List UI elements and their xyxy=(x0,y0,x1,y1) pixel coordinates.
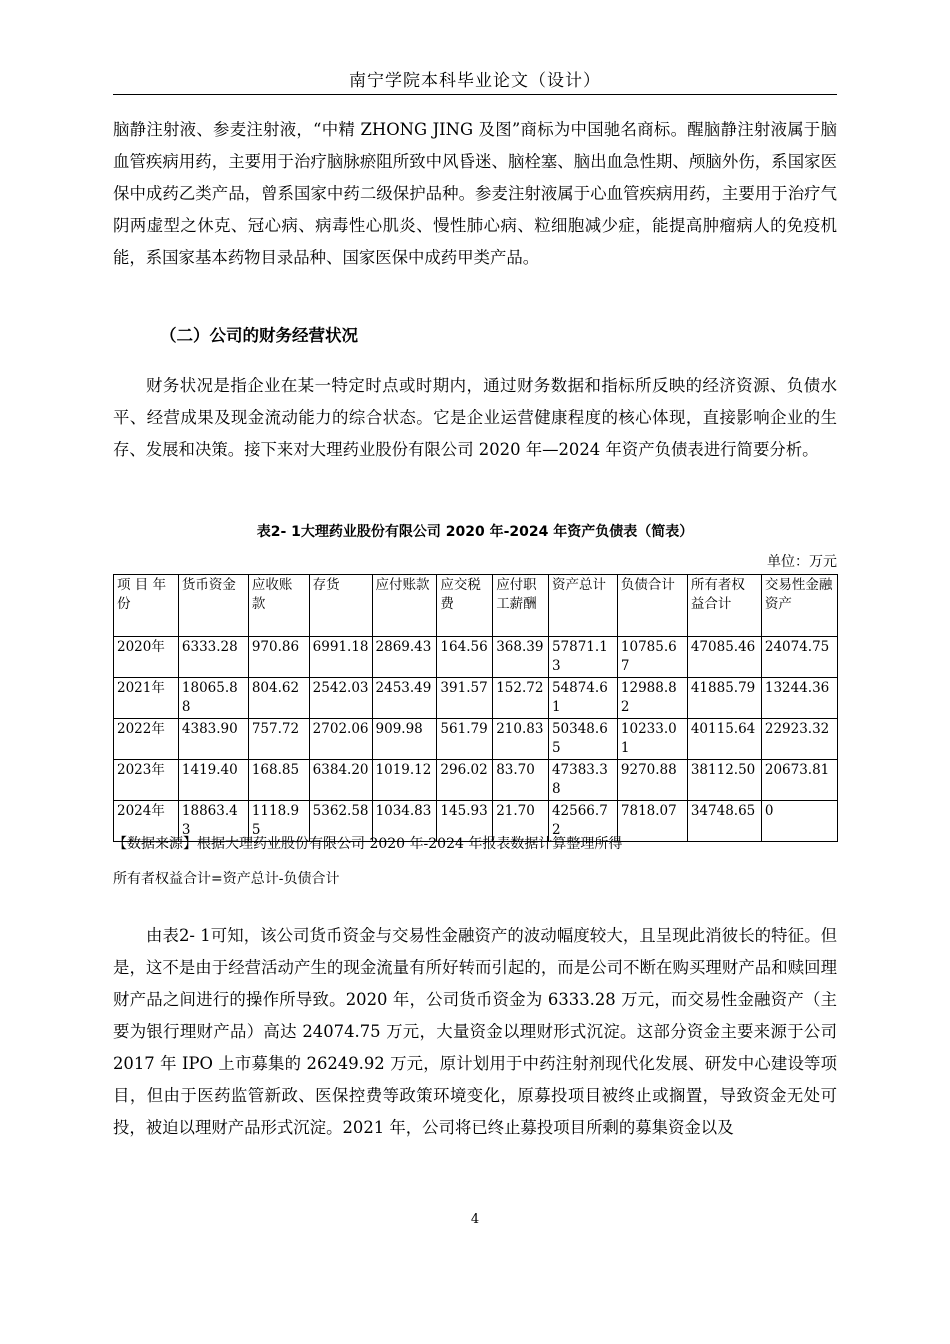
table-cell: 18863.43 xyxy=(178,801,248,842)
table-cell: 757.72 xyxy=(248,719,309,760)
table-cell: 1034.83 xyxy=(372,801,437,842)
table-cell: 391.57 xyxy=(437,678,493,719)
paragraph-financial-status: 财务状况是指企业在某一特定时点或时期内，通过财务数据和指标所反映的经济资源、负债水平、经营成果及现金流动能力的综合状态。它是企业运营健康程度的核心体现，直接影响企业的生存、发展和决策。接下来对大理药业股份有限公司 2020 年—2024 年资产负债表进行简要分析。 xyxy=(113,376,837,459)
table-cell: 57871.13 xyxy=(548,637,617,678)
table-row xyxy=(114,637,838,678)
table-unit: 单位：万元 xyxy=(767,554,837,570)
table-cell: 909.98 xyxy=(372,719,437,760)
table-cell: 296.02 xyxy=(437,760,493,801)
table-cell: 970.86 xyxy=(248,637,309,678)
table-cell: 6384.20 xyxy=(309,760,372,801)
table-cell: 0 xyxy=(761,801,837,842)
table-cell: 368.39 xyxy=(493,637,549,678)
balance-sheet-table xyxy=(113,574,838,842)
table-cell: 2023年 xyxy=(114,760,179,801)
table-cell: 21.70 xyxy=(493,801,549,842)
column-header: 应付职工薪酬 xyxy=(493,575,549,637)
table-caption: 表2- 1大理药业股份有限公司 2020 年-2024 年资产负债表（简表） xyxy=(256,524,694,540)
table-cell: 2024年 xyxy=(114,801,179,842)
column-header: 交易性金融资产 xyxy=(761,575,837,637)
table-cell: 50348.65 xyxy=(548,719,617,760)
table-cell: 4383.90 xyxy=(178,719,248,760)
page-header: 南宁学院本科毕业论文（设计） xyxy=(349,71,601,91)
table-cell: 10233.01 xyxy=(617,719,687,760)
table-cell: 40115.64 xyxy=(687,719,761,760)
column-header: 负债合计 xyxy=(617,575,687,637)
table-cell: 804.62 xyxy=(248,678,309,719)
table-cell: 83.70 xyxy=(493,760,549,801)
table-row xyxy=(114,719,838,760)
header-rule xyxy=(113,94,837,95)
table-cell: 54874.61 xyxy=(548,678,617,719)
table-cell: 2022年 xyxy=(114,719,179,760)
table-cell: 145.93 xyxy=(437,801,493,842)
table-cell: 164.56 xyxy=(437,637,493,678)
table-cell: 9270.88 xyxy=(617,760,687,801)
table-cell: 41885.79 xyxy=(687,678,761,719)
table-row xyxy=(114,760,838,801)
table-cell: 42566.72 xyxy=(548,801,617,842)
table-cell: 1419.40 xyxy=(178,760,248,801)
column-header: 存货 xyxy=(309,575,372,637)
paragraph-product-intro: 脑静注射液、参麦注射液，“中精 ZHONG JING 及图”商标为中国驰名商标。醒脑静注射液属于脑血管疾病用药，主要用于治疗脑脉瘀阻所致中风昏迷、脑栓塞、脑出血急性期、颅脑外伤，系国家医保中成药乙类产品，曾系国家中药二级保护品种。参麦注射液属于心血管疾病用药，主要用于治疗气阴两虚型之休克、冠心病、病毒性心肌炎、慢性肺心病、粒细胞减少症，能提高肿瘤病人的免疫机能，系国家基本药物目录品种、国家医保中成药甲类产品。 xyxy=(113,120,837,267)
table-cell: 6333.28 xyxy=(178,637,248,678)
table-cell: 10785.67 xyxy=(617,637,687,678)
table-cell: 22923.32 xyxy=(761,719,837,760)
formula-note: 所有者权益合计=资产总计-负债合计 xyxy=(113,871,340,887)
table-cell: 152.72 xyxy=(493,678,549,719)
table-cell: 2020年 xyxy=(114,637,179,678)
table-cell: 2453.49 xyxy=(372,678,437,719)
table-cell: 47383.38 xyxy=(548,760,617,801)
table-cell: 13244.36 xyxy=(761,678,837,719)
table-cell: 210.83 xyxy=(493,719,549,760)
table-cell: 2869.43 xyxy=(372,637,437,678)
column-header: 货币资金 xyxy=(178,575,248,637)
table-cell: 24074.75 xyxy=(761,637,837,678)
page-number: 4 xyxy=(470,1212,480,1227)
table-cell: 20673.81 xyxy=(761,760,837,801)
column-header: 项 目 年 份 xyxy=(114,575,179,637)
table-cell: 1019.12 xyxy=(372,760,437,801)
column-header: 应收账款 xyxy=(248,575,309,637)
table-cell: 6991.18 xyxy=(309,637,372,678)
table-cell: 5362.58 xyxy=(309,801,372,842)
table-cell: 38112.50 xyxy=(687,760,761,801)
table-cell: 47085.46 xyxy=(687,637,761,678)
table-cell: 2542.03 xyxy=(309,678,372,719)
table-cell: 12988.82 xyxy=(617,678,687,719)
column-header: 应付账款 xyxy=(372,575,437,637)
table-cell: 2021年 xyxy=(114,678,179,719)
data-source-note: 【数据来源】根据大理药业股份有限公司 2020 年-2024 年报表数据计算整理所得 xyxy=(113,836,623,852)
table-cell: 34748.65 xyxy=(687,801,761,842)
table-cell: 7818.07 xyxy=(617,801,687,842)
section-heading: （二）公司的财务经营状况 xyxy=(160,326,358,345)
table-cell: 18065.88 xyxy=(178,678,248,719)
table-cell: 168.85 xyxy=(248,760,309,801)
column-header: 资产总计 xyxy=(548,575,617,637)
table-cell: 561.79 xyxy=(437,719,493,760)
table-header-row xyxy=(114,575,838,637)
paragraph-analysis: 由表2- 1可知，该公司货币资金与交易性金融资产的波动幅度较大，且呈现此消彼长的特征。但是，这不是由于经营活动产生的现金流量有所好转而引起的，而是公司不断在购买理财产品和赎回理财产品之间进行的操作所导致。2020 年，公司货币资金为 6333.28 万元，而交易性金融资产（主要为银行理财产品）高达 24074.75 万元，大量资金以理财形式沉淀。这部分资金主要来源于公司 2017 年 IPO 上市募集的 26249.92 万元，原计划用于中药注射剂现代化发展、研发中心建设等项目，但由于医药监管新政、医保控费等政策环境变化，原募投项目被终止或搁置，导致资金无处可投，被迫以理财产品形式沉淀。2021 年，公司将已终止募投项目所剩的募集资金以及 xyxy=(113,926,837,1137)
table-row xyxy=(114,678,838,719)
table-cell: 1118.95 xyxy=(248,801,309,842)
column-header: 应交税费 xyxy=(437,575,493,637)
table-cell: 2702.06 xyxy=(309,719,372,760)
column-header: 所有者权益合计 xyxy=(687,575,761,637)
